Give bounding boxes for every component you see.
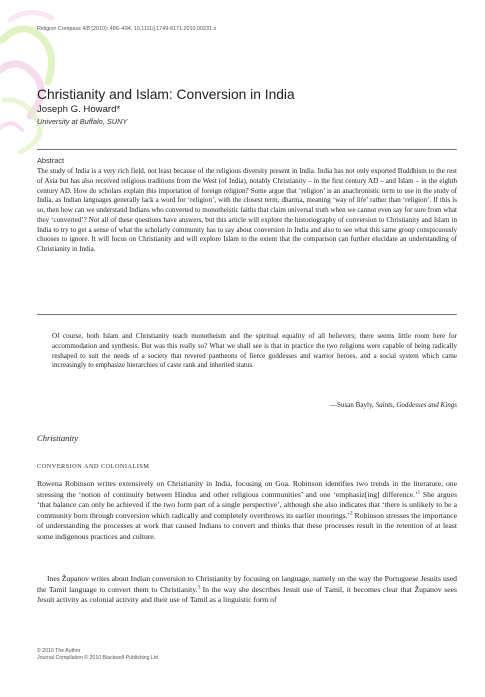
section-heading: Christianity bbox=[37, 433, 79, 443]
footnote-ref-2[interactable]: 2 bbox=[350, 511, 353, 517]
body-text-span: Robinson stresses the importance of understanding the processes at work that caused Indians to convert and thinks that these processes result in the retention of at least some indigenous practices and culture. bbox=[37, 510, 457, 541]
body-text-span: Rowena Robinson writes extensively on Christianity in India, focusing on Goa. Robinson identifies two trends in the literature, one stressing the ‘notion of continuity between Hindus and other religious communities’ and one ‘emphasiz[ing] difference.’ bbox=[37, 479, 457, 499]
abstract-top-rule bbox=[37, 149, 457, 150]
abstract-text: The study of India is a very rich field, not least because of the religious diversity present in India. India has not only exported Buddhism to the rest of Asia but has also received religious traditions from the West (of India), notably Christianity – in the first century AD – and Islam – in the eighth century AD. How do scholars explain this importation of foreign religion? Some argue that ‘religion’ is an anachronistic term to use in the study of India, as Indian languages generally lack a word for ‘religion’, with the closest term, dharma, meaning ‘way of life’ rather than ‘religion’. If this is so, then how can we understand Indians who converted to monotheistic faiths that claim universal truth when we cannot even say for sure from what they ‘converted’? Not all of these questions have answers, but this article will explore the historiography of conversion to Christianity and Islam in India to try to get a sense of what the scholarly community has to say about conversion in India and also to see what this same group conspicuously chooses to ignore. It will focus on Christianity and will explore Islam to the extent that the comparison can further elucidate an understanding of Christianity in India. bbox=[37, 167, 457, 253]
abstract-heading: Abstract bbox=[37, 156, 65, 165]
footnote-ref-1[interactable]: 1 bbox=[417, 490, 421, 496]
author-affiliation: University at Buffalo, SUNY bbox=[37, 117, 128, 126]
journal-decoration-graphic bbox=[0, 0, 70, 160]
footer-compilation: Journal Compilation © 2010 Blackwell Publishing Ltd bbox=[37, 655, 159, 661]
epigraph-attribution bbox=[330, 401, 457, 409]
epigraph-work-title: Saints, Goddesses and Kings bbox=[375, 401, 457, 409]
epigraph-text: Of course, both Islam and Christianity teach monotheism and the spiritual equality of all believers; there seems little room here for accommodation and synthesis. But was this really so? What we shall see is that in practice the two religions were capable of being radically reshaped to suit the needs of a society that revered pantheons of fierce goddesses and warrior heroes, and a social system which came increasingly to emphasize hierarchies of caste rank and inherited status. bbox=[52, 332, 457, 370]
subsection-heading: CONVERSION AND COLONIALISM bbox=[37, 463, 150, 470]
body-text-span: She argues ‘that balance can only be achieved if the two form part of a single perspective’, although she also indicates that ‘there is unlikely to be a community born through conversion which radically and completely overthrows its earlier moorings.’ bbox=[37, 489, 457, 520]
article-title: Christianity and Islam: Conversion in India bbox=[37, 87, 295, 103]
body-paragraph-2 bbox=[37, 574, 457, 606]
body-text-span: In the way she describes Jesuit use of Tamil, it becomes clear that Županov sees Jesuit activity as colonial activity and their use of Tamil as a linguistic form of bbox=[37, 584, 457, 605]
footnote-ref-3[interactable]: 3 bbox=[197, 585, 200, 591]
journal-citation-line: Religion Compass 4/8 (2010): 486–494, 10.1111/j.1749-8171.2010.00231.x bbox=[37, 26, 217, 32]
epigraph-author: —Susan Bayly, bbox=[330, 401, 374, 409]
body-paragraph-1 bbox=[37, 479, 457, 543]
abstract-bottom-rule bbox=[37, 314, 457, 315]
footer-copyright: © 2010 The Author bbox=[37, 648, 81, 654]
body-text-span: Ines Županov writes about Indian conversion to Christianity by focusing on language, namely on the way the Portuguese Jesuits used the Tamil language to convert them to Christianity. bbox=[37, 574, 457, 594]
author-name: Joseph G. Howard* bbox=[37, 104, 121, 115]
